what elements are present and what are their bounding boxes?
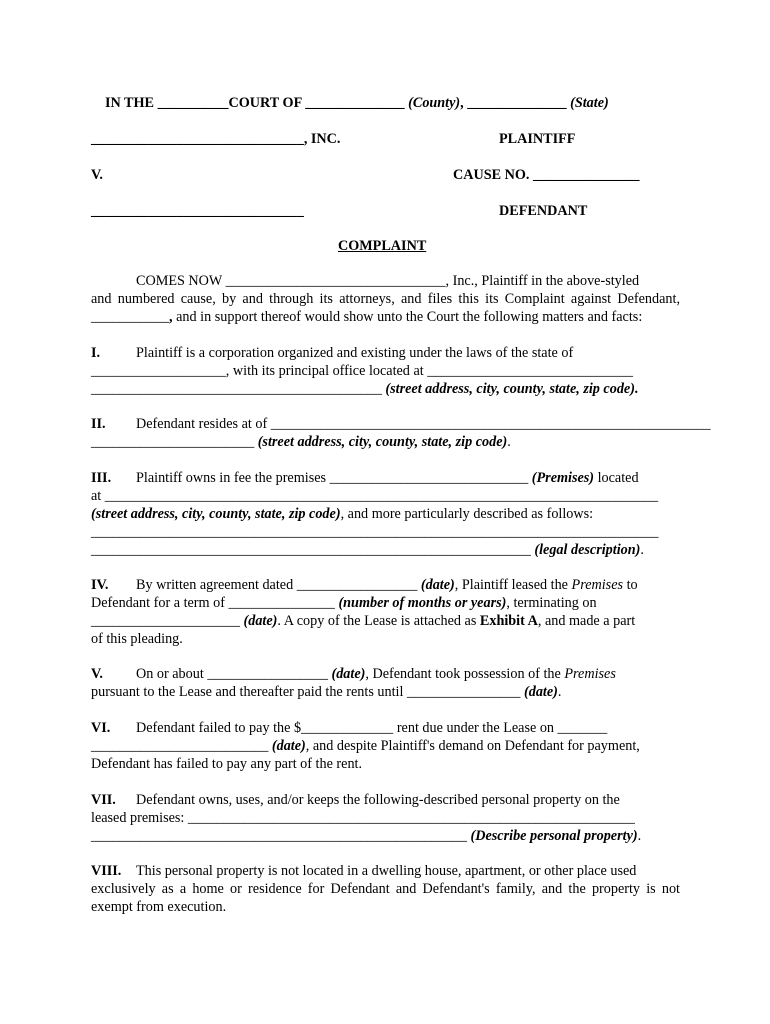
intro-line-1: COMES NOW _______________________________, Inc., Plaintiff in the above-styled [136,273,640,289]
defendant-name-blank: ______________________________ [91,203,304,219]
section-3-line-2: at ______________________________________________________________________________ [91,488,659,504]
section-3-number: III. [91,470,112,486]
section-2-line-1: Defendant resides at of ______________________________________________________________ [136,416,711,432]
section-7-line-1: Defendant owns, uses, and/or keeps the following-described personal property on the [136,792,620,808]
intro-line-3: ___________, and in support thereof would show unto the Court the following matters and facts: [91,309,643,325]
section-1-line-2: ___________________, with its principal office located at _____________________________ [91,363,633,379]
section-8-line-1: This personal property is not located in a dwelling house, apartment, or other place used [136,863,637,879]
section-3-line-3: (street address, city, county, state, zip code), and more particularly described as follows: [91,506,594,522]
section-3-line-4: ________________________________________________________________________________ [91,524,659,540]
section-2-line-2: _______________________ (street address, city, county, state, zip code). [91,434,511,450]
section-2-number: II. [91,416,106,432]
section-8-line-3: exempt from execution. [91,899,227,915]
section-4-number: IV. [91,577,109,593]
section-4-line-1: By written agreement dated _________________ (date), Plaintiff leased the Premises to [136,577,638,593]
section-6-line-2: _________________________ (date), and despite Plaintiff's demand on Defendant for payment, [91,738,640,754]
section-6-line-1: Defendant failed to pay the $_____________ rent due under the Lease on _______ [136,720,608,736]
section-5-number: V. [91,666,103,682]
section-4-line-2: Defendant for a term of _______________ (number of months or years), terminating on [91,595,597,611]
section-1-line-3: _________________________________________ (street address, city, county, state, zip code). [91,381,639,397]
section-7-line-3: _____________________________________________________ (Describe personal property). [91,828,642,844]
section-1-number: I. [91,345,101,361]
plaintiff-label: PLAINTIFF [499,131,576,147]
section-1-line-1: Plaintiff is a corporation organized and existing under the laws of the state of [136,345,574,361]
section-6-line-3: Defendant has failed to pay any part of the rent. [91,756,363,772]
section-3-line-1: Plaintiff owns in fee the premises ____________________________ (Premises) located [136,470,639,486]
versus-label: V. [91,167,103,183]
court-line: IN THE __________COURT OF ______________ (County), ______________ (State) [105,95,609,111]
defendant-label: DEFENDANT [499,203,588,219]
section-8-number: VIII. [91,863,122,879]
section-5-line-1: On or about _________________ (date), Defendant took possession of the Premises [136,666,616,682]
cause-number: CAUSE NO. _______________ [453,167,640,183]
section-6-number: VI. [91,720,111,736]
section-8-line-2: exclusively as a home or residence for Defendant and Defendant's family, and the property is not [91,881,680,897]
document-title: COMPLAINT [338,238,427,254]
section-7-line-2: leased premises: _______________________________________________________________ [91,810,635,826]
section-5-line-2: pursuant to the Lease and thereafter paid the rents until ________________ (date). [91,684,562,700]
section-3-line-5: ______________________________________________________________ (legal description). [91,542,644,558]
section-4-line-4: of this pleading. [91,631,183,647]
section-4-line-3: _____________________ (date). A copy of the Lease is attached as Exhibit A, and made a part [91,613,636,629]
intro-line-2: and numbered cause, by and through its attorneys, and files this its Complaint against Defendant, [91,291,680,307]
plaintiff-name-blank: ______________________________, INC. [91,131,341,147]
section-7-number: VII. [91,792,116,808]
